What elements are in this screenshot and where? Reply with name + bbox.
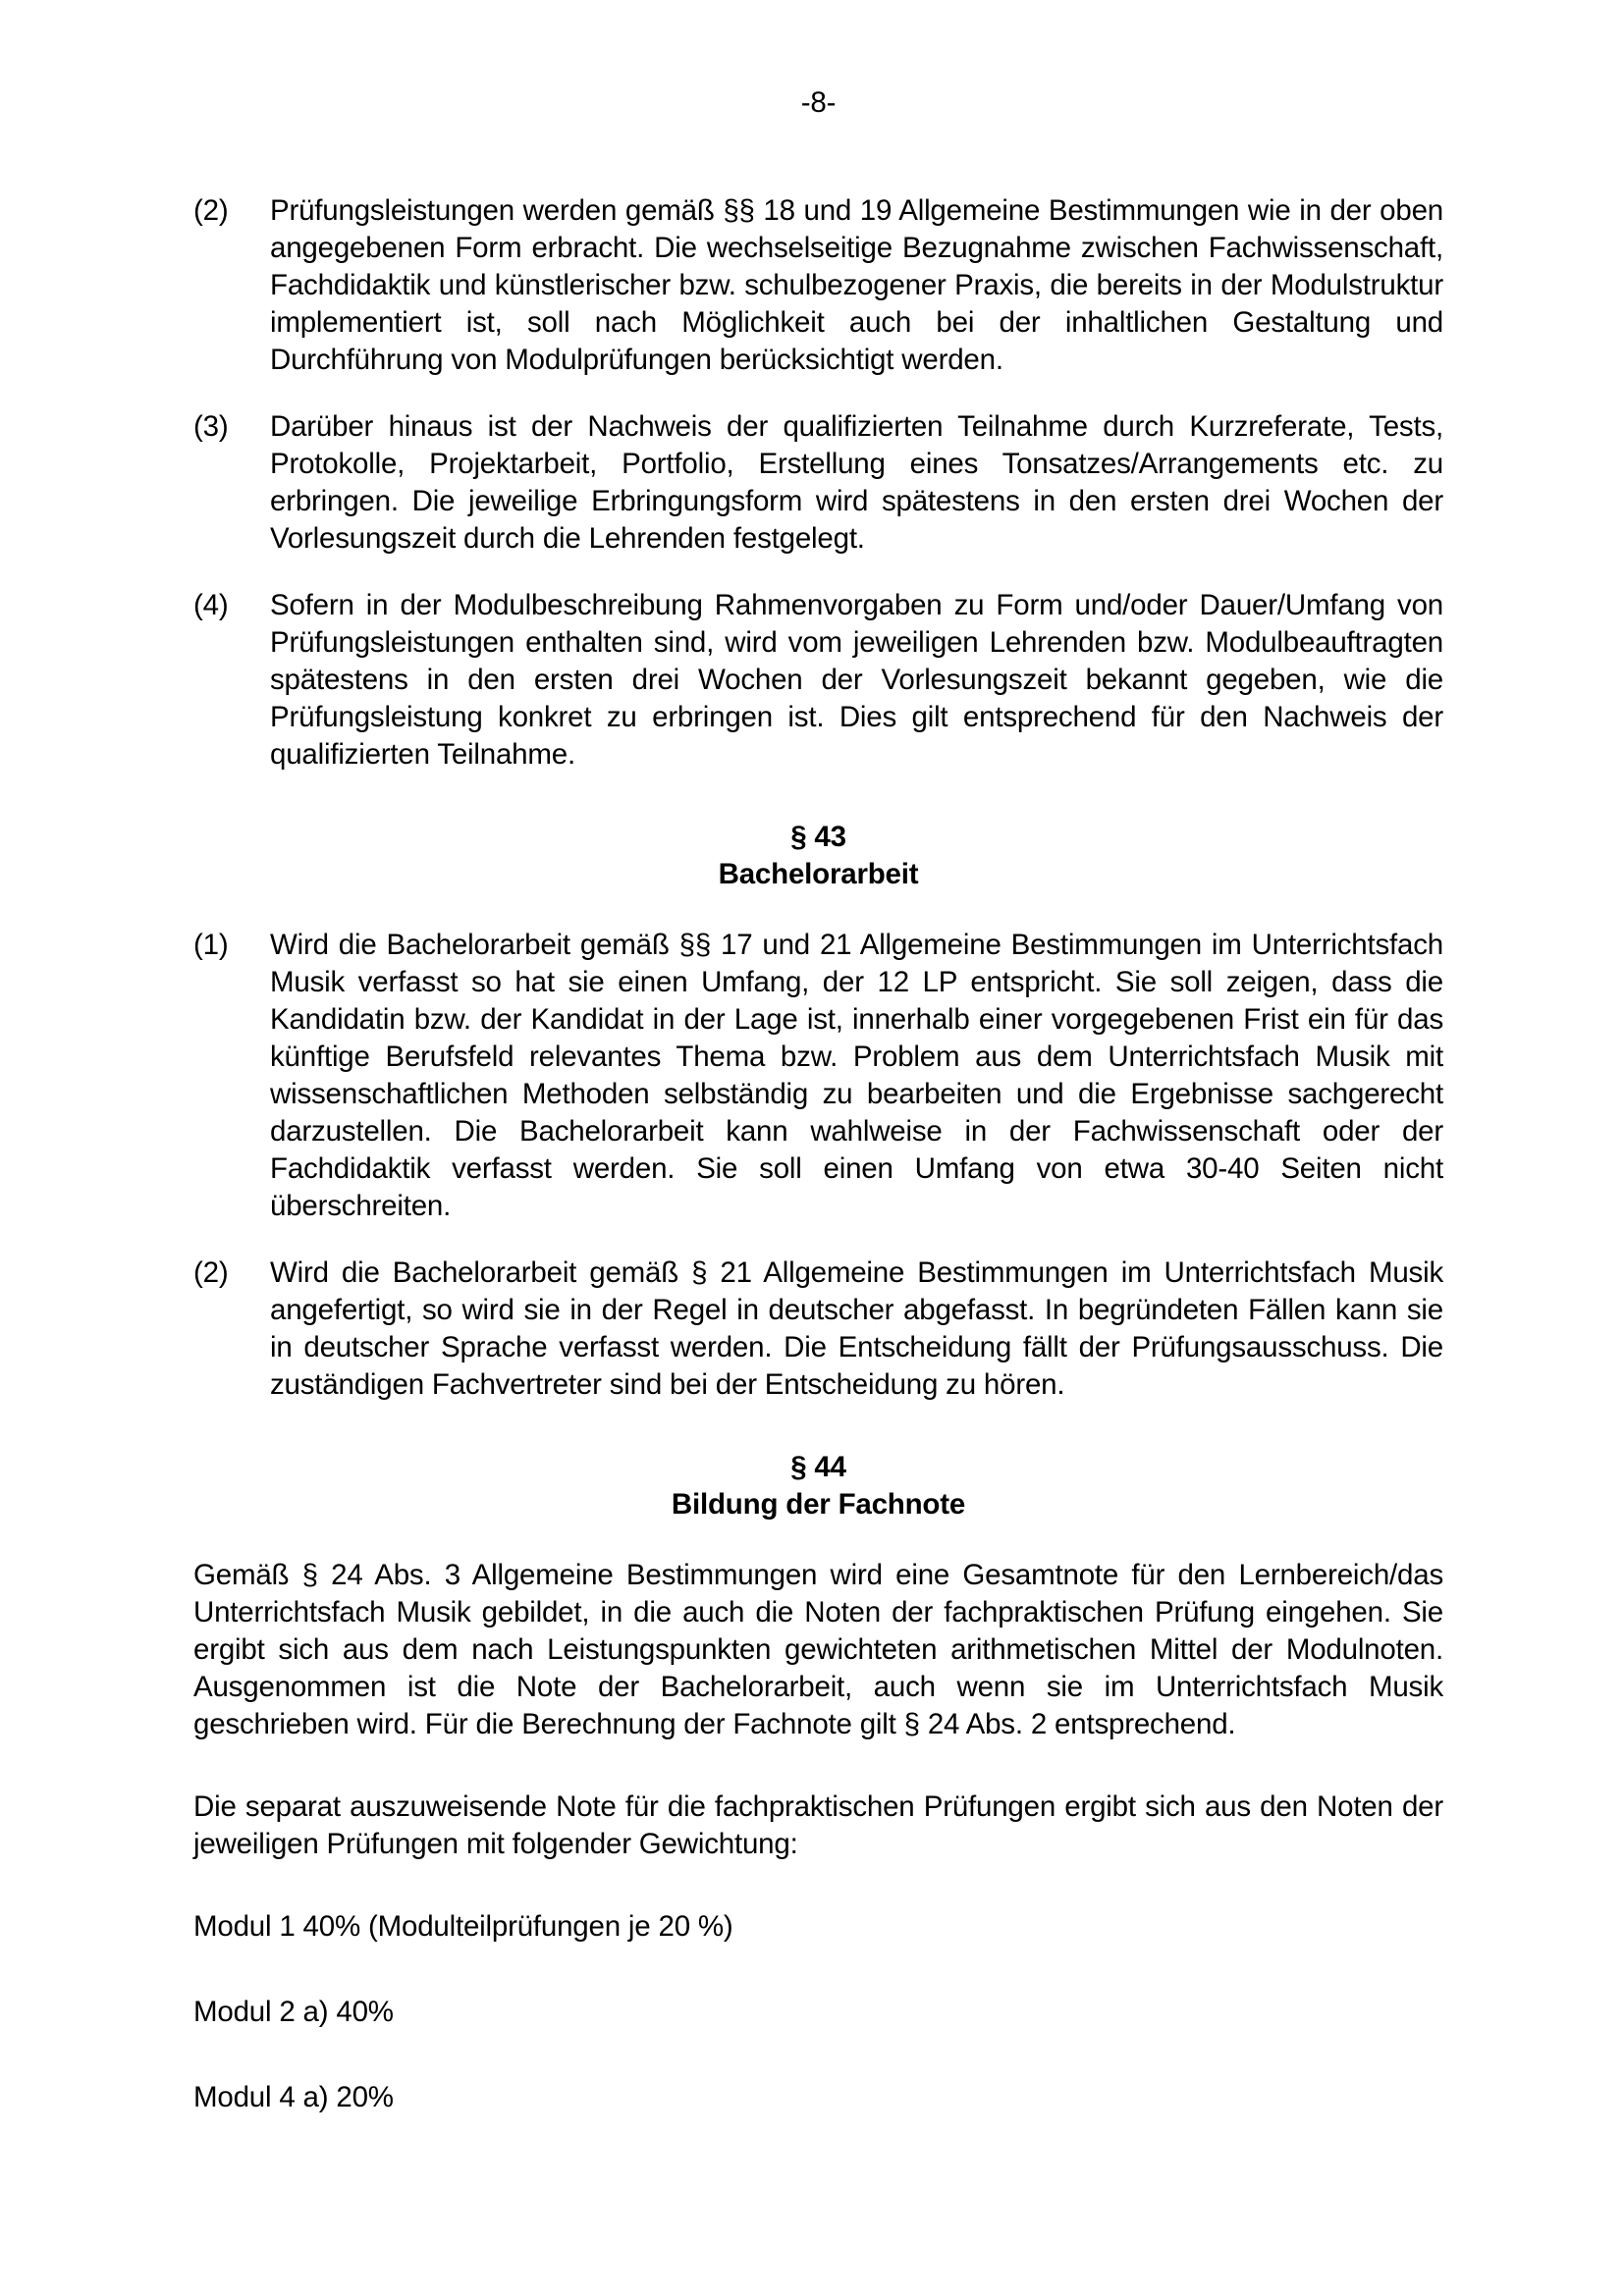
paragraph-text: Wird die Bachelorarbeit gemäß § 21 Allgemeine Bestimmungen im Unterrichtsfach Musik angefertigt, so wird sie in der Regel in deutscher abgefasst. In begründeten Fällen kann sie in deutscher Sprache verfasst werden. Die Entscheidung fällt der Prüfungsausschuss. Die zuständigen Fachvertreter sind bei der Entscheidung zu hören. bbox=[270, 1256, 1443, 1401]
module-weight-line-3: Modul 4 a) 20% bbox=[193, 2081, 394, 2113]
section-44-heading bbox=[193, 1449, 1443, 1523]
section-43-paragraph-1 bbox=[193, 927, 1443, 1225]
paragraph-marker: (2) bbox=[193, 1256, 229, 1289]
section-number: § 43 bbox=[790, 821, 846, 853]
paragraph-text: Darüber hinaus ist der Nachweis der qualifizierten Teilnahme durch Kurzreferate, Tests, Protokolle, Projektarbeit, Portfolio, Erstellung eines Tonsatzes/Arrangements etc. zu erbringen. Die jeweilige Erbringungsform wird spätestens in den ersten drei Wochen der Vorlesungszeit durch die Lehrenden festgelegt. bbox=[270, 410, 1443, 555]
section-43-heading bbox=[193, 819, 1443, 893]
paragraph-marker: (2) bbox=[193, 194, 229, 227]
module-weight-line-2: Modul 2 a) 40% bbox=[193, 1996, 394, 2028]
document-content bbox=[193, 84, 1443, 2116]
paragraph-text: Sofern in der Modulbeschreibung Rahmenvorgaben zu Form und/oder Dauer/Umfang von Prüfungsleistungen enthalten sind, wird vom jeweiligen Lehrenden bzw. Modulbeauftragten spätestens in den ersten drei Wochen der Vorlesungszeit bekannt gegeben, wie die Prüfungsleistung konkret zu erbringen ist. Dies gilt entsprechend für den Nachweis der qualifizierten Teilnahme. bbox=[270, 589, 1443, 771]
section-number: § 44 bbox=[790, 1451, 846, 1483]
section-44-paragraph-1: Gemäß § 24 Abs. 3 Allgemeine Bestimmungen wird eine Gesamtnote für den Lernbereich/das Unterrichtsfach Musik gebildet, in die auch die Noten der fachpraktischen Prüfung eingehen. Sie ergibt sich aus dem nach Leistungspunkten gewichteten arithmetischen Mittel der Modulnoten. Ausgenommen ist die Note der Bachelorarbeit, auch wenn sie im Unterrichtsfach Musik geschrieben wird. Für die Berechnung der Fachnote gilt § 24 Abs. 2 entsprechend. bbox=[193, 1559, 1443, 1740]
paragraph-marker: (1) bbox=[193, 929, 229, 961]
paragraph-item-4 bbox=[193, 587, 1443, 774]
paragraph-marker: (3) bbox=[193, 410, 229, 443]
paragraph-text: Wird die Bachelorarbeit gemäß §§ 17 und 21 Allgemeine Bestimmungen im Unterrichtsfach Musik verfasst so hat sie einen Umfang, der 12 LP entspricht. Sie soll zeigen, dass die Kandidatin bzw. der Kandidat in der Lage ist, innerhalb einer vorgegebenen Frist ein für das künftige Berufsfeld relevantes Thema bzw. Problem aus dem Unterrichtsfach Musik mit wissenschaftlichen Methoden selbständig zu bearbeiten und die Ergebnisse sachgerecht darzustellen. Die Bachelorarbeit kann wahlweise in der Fachwissenschaft oder der Fachdidaktik verfasst werden. Sie soll einen Umfang von etwa 30-40 Seiten nicht überschreiten. bbox=[270, 929, 1443, 1222]
section-title: Bildung der Fachnote bbox=[671, 1488, 966, 1521]
paragraph-marker: (4) bbox=[193, 589, 229, 621]
section-43-paragraph-2 bbox=[193, 1255, 1443, 1404]
page-number: -8- bbox=[800, 86, 837, 119]
section-44-paragraph-2: Die separat auszuweisende Note für die fachpraktischen Prüfungen ergibt sich aus den Noten der jeweiligen Prüfungen mit folgender Gewichtung: bbox=[193, 1790, 1443, 1860]
paragraph-text: Prüfungsleistungen werden gemäß §§ 18 und 19 Allgemeine Bestimmungen wie in der oben angegebenen Form erbracht. Die wechselseitige Bezugnahme zwischen Fachwissenschaft, Fachdidaktik und künstlerischer bzw. schulbezogener Praxis, die bereits in der Modulstruktur implementiert ist, soll nach Möglichkeit auch bei der inhaltlichen Gestaltung und Durchführung von Modulprüfungen berücksichtigt werden. bbox=[270, 194, 1443, 376]
module-weight-line-1: Modul 1 40% (Modulteilprüfungen je 20 %) bbox=[193, 1910, 733, 1943]
section-title: Bachelorarbeit bbox=[718, 858, 919, 890]
paragraph-item-2 bbox=[193, 192, 1443, 379]
paragraph-item-3 bbox=[193, 408, 1443, 558]
